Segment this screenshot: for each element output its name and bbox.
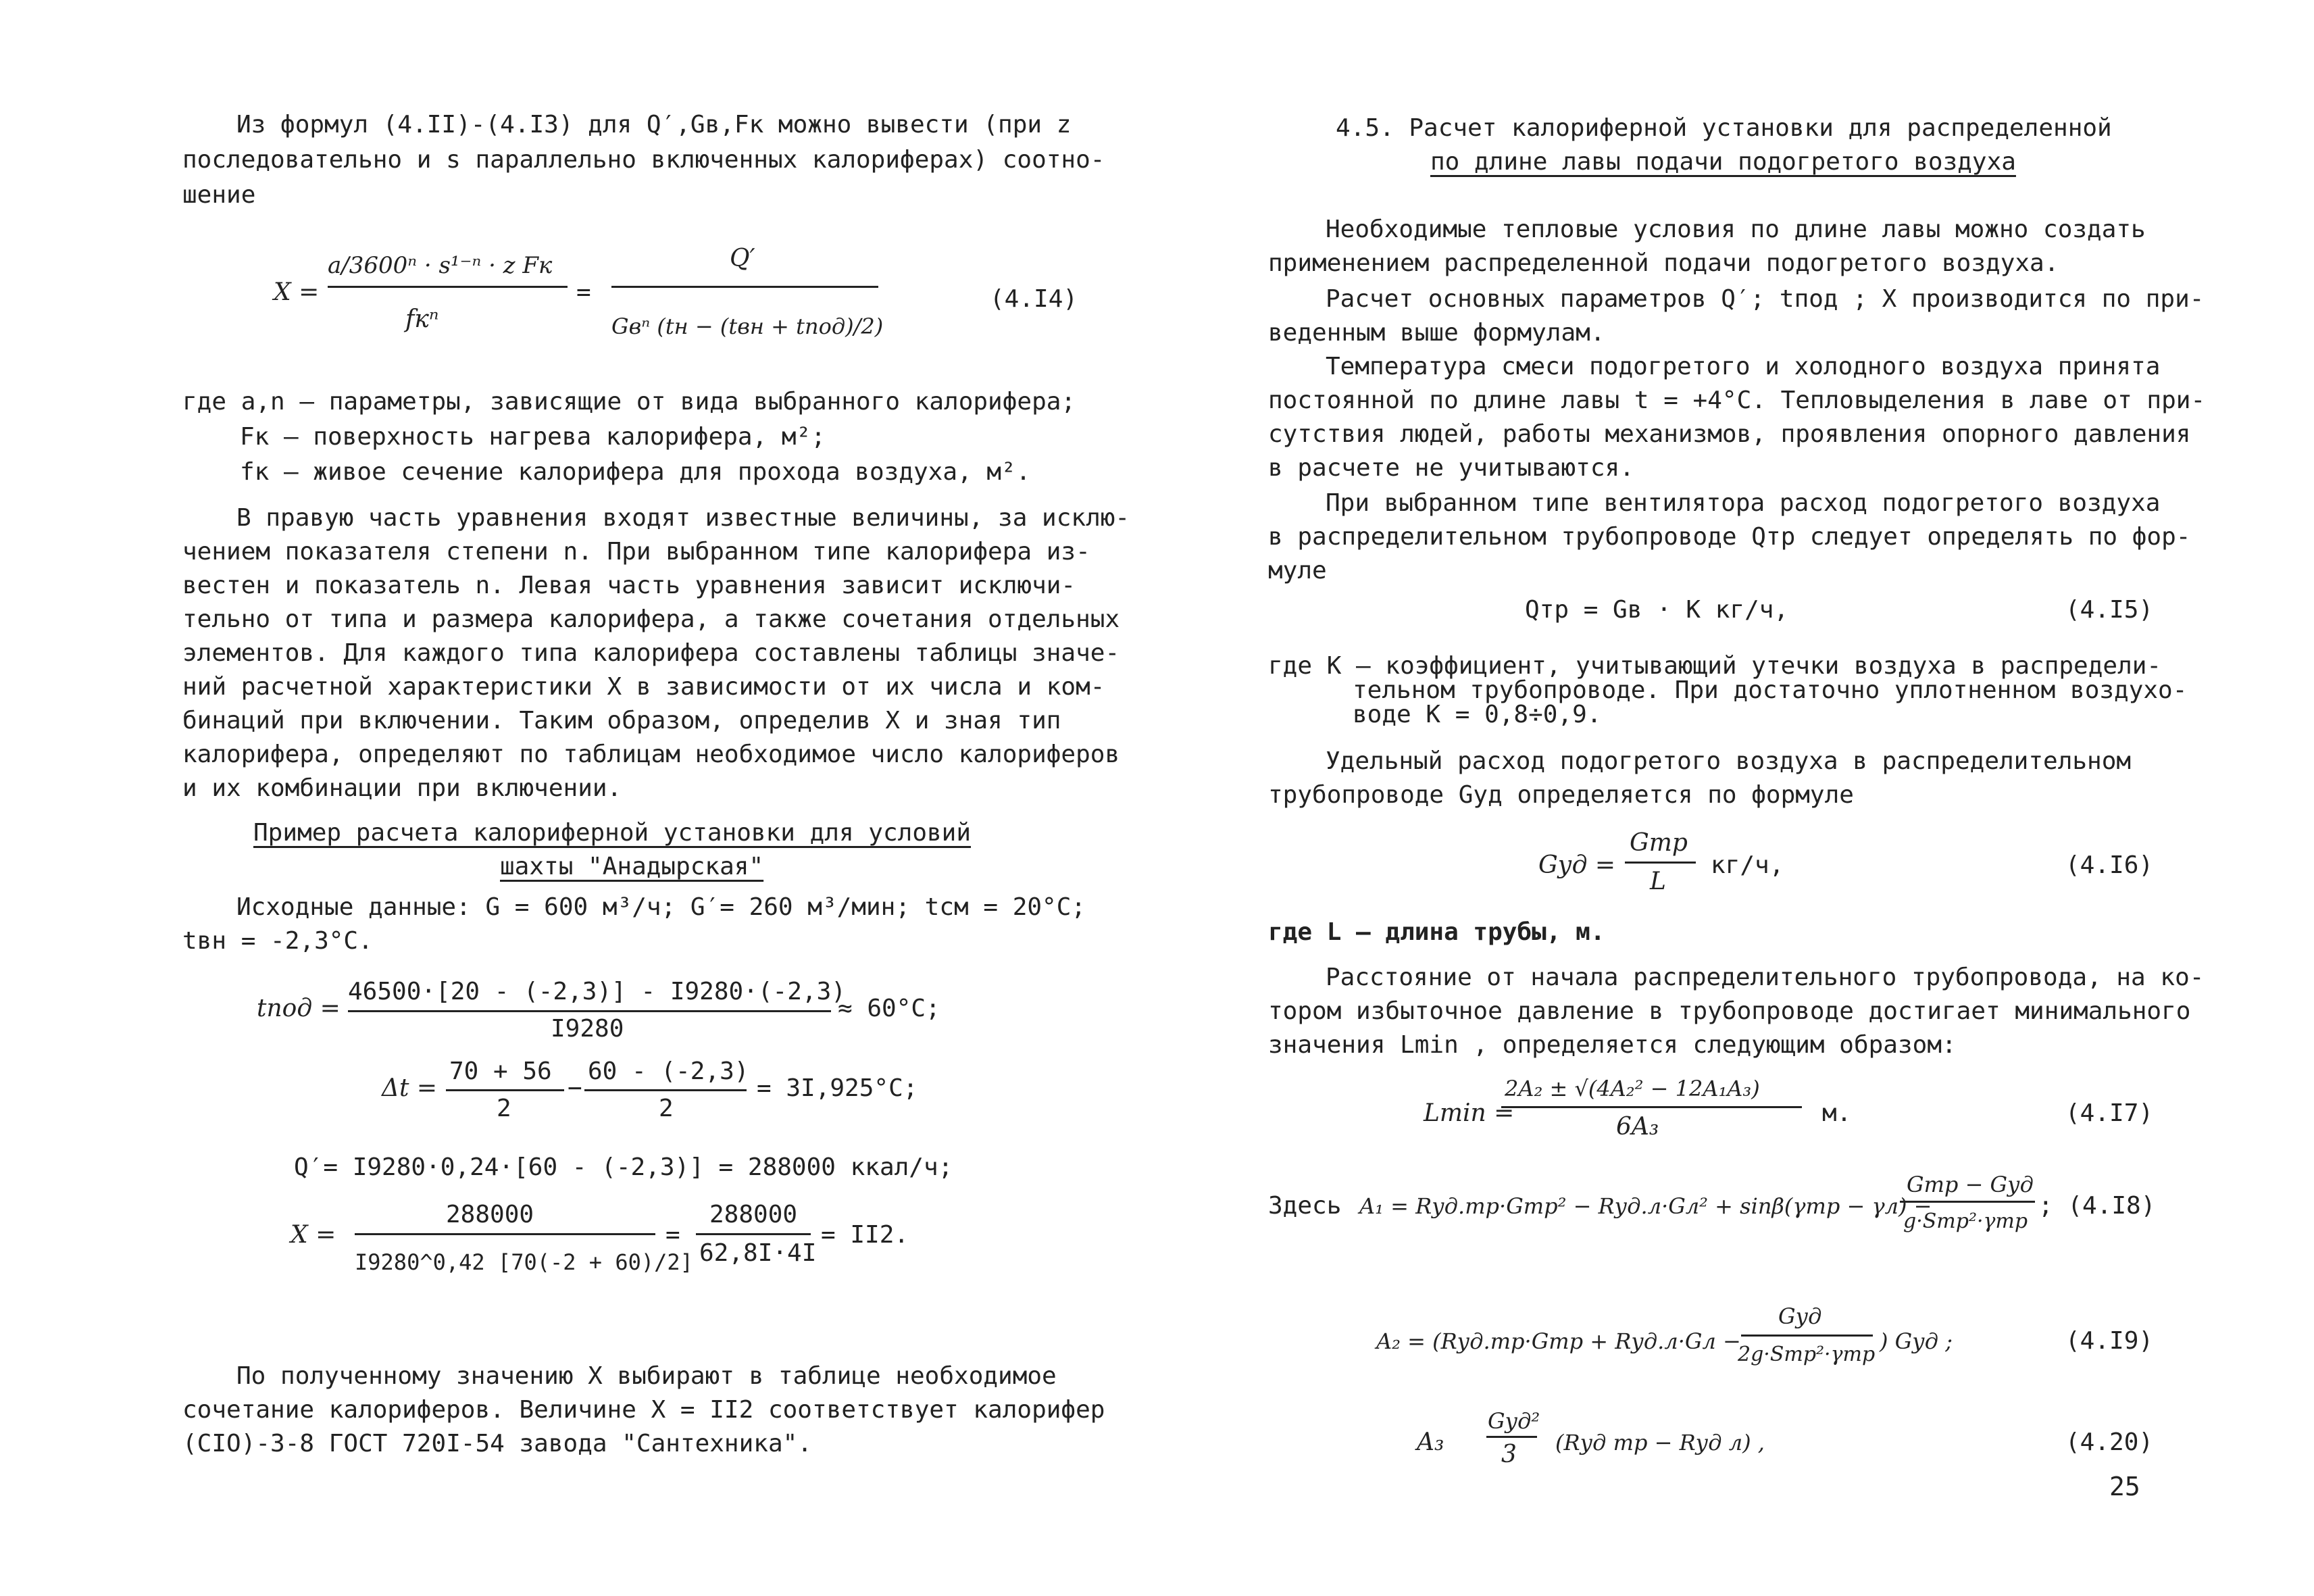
eq-417-bar <box>1501 1106 1802 1108</box>
distance-3: значения Lmin , определяется следующим образом: <box>1268 1031 1957 1059</box>
tpod-bar <box>348 1010 831 1012</box>
dt-lhs: Δt = <box>382 1074 438 1102</box>
input-data-1: Исходные данные: G = 600 м³/ч; G′= 260 м³/мин; tсм = 20°С; <box>236 893 1086 921</box>
eq-420-number: (4.20) <box>2065 1428 2154 1456</box>
eq-417-unit: м. <box>1822 1099 1852 1127</box>
x-bar-2 <box>696 1233 811 1235</box>
dt-bar-2 <box>584 1089 747 1091</box>
eq-415-number: (4.I5) <box>2065 596 2154 624</box>
right-para-1: Необходимые тепловые условия по длине лавы можно создать <box>1326 216 2146 243</box>
eq-417-num: 2A₂ ± √(4A₂² − 12A₁A₃) <box>1505 1076 1760 1101</box>
para-line-8: калорифера, определяют по таблицам необходимое число калориферов <box>182 741 1120 768</box>
where-line-3: fк – живое сечение калорифера для прохода воздуха, м². <box>240 458 1031 486</box>
where-line-1: где a,n – параметры, зависящие от вида выбранного калорифера; <box>182 388 1076 416</box>
right-para-9: При выбранном типе вентилятора расход подогретого воздуха <box>1326 489 2161 517</box>
right-para-5: Температура смеси подогретого и холодного воздуха принята <box>1326 353 2161 380</box>
right-para-4: веденным выше формулам. <box>1268 319 1605 347</box>
tpod-lhs: tпод = <box>257 995 341 1022</box>
eq-418-num: Gтр − Gуд <box>1907 1172 2034 1197</box>
specific-1: Удельный расход подогретого воздуха в распределительном <box>1326 747 2132 775</box>
where-line-2: Fк – поверхность нагрева калорифера, м²; <box>240 423 826 451</box>
para-line-3: вестен и показатель n. Левая часть уравнения зависит исключи- <box>182 572 1076 599</box>
specific-2: трубопроводе Gуд определяется по формуле <box>1268 781 1854 809</box>
example-title-1: Пример расчета калориферной установки для условий <box>253 819 972 847</box>
where-k-1: где K – коэффициент, учитывающий утечки воздуха в распредели- <box>1268 652 2162 680</box>
para-line-5: элементов. Для каждого типа калорифера составлены таблицы значе- <box>182 639 1120 667</box>
eq-419-num: Gуд <box>1778 1303 1822 1329</box>
tpod-numerator: 46500·[20 - (-2,3)] - I9280·(-2,3) <box>348 978 846 1005</box>
eq-416-num: Gтр <box>1630 829 1688 857</box>
distance-1: Расстояние от начала распределительного трубопровода, на ко- <box>1326 964 2205 991</box>
x-result: = II2. <box>821 1221 909 1249</box>
eq-414-numerator: a/3600ⁿ · s¹⁻ⁿ · z Fк <box>328 252 553 279</box>
eq-418-prefix: Здесь <box>1268 1192 1342 1220</box>
eq-417-den: 6A₃ <box>1616 1113 1659 1141</box>
eq-419-number: (4.I9) <box>2065 1327 2154 1355</box>
eq-418-body: A₁ = Rуд.тр·Gтр² − Rуд.л·Gл² + sinβ(γтр − γл) − <box>1359 1193 1932 1219</box>
x-num-1: 288000 <box>446 1201 534 1228</box>
left-page: Из формул (4.II)-(4.I3) для Q′,Gв,Fк можно вывести (при z последовательно и s параллельно включенных калориферах) соотно- шение X = a/3600ⁿ · s¹⁻ⁿ · z Fк fкⁿ = Q′ Gвⁿ (tн − (tвн + tпод)/2) (4.I4) где a,n – параметры, зависящие от вида выбранного калорифера; Fк – поверхность нагрева калорифера, м²; fк – живое сечение калорифера для прохода воздуха, м². В правую часть уравнения входят известные величины, за исклю- чением показателя степени n. При выбранном типе калорифера из- вестен и показатель n. Левая часть уравнения зависит исключи- тельно от типа и размера калорифера, а также сочетания отдельных элементов. Для каждого типа калорифера составлены таблицы значе- ний расчетной характеристики X в зависимости от их числа и ком- бинаций при включении. Таким образом, определив X и зная тип калорифера, определяют по таблицам необходимое число калориферов и их комбинации при включении. Пример расчета калориферной установки для условий шахты "Анадырская" Исходные данные: G = 600 м³/ч; G′= 260 м³/мин; tсм = 20°С; tвн = -2,3°С. tпод = 46500·[20 - (-2,3)] - I9280·(-2,3) I9280 ≈ 60°С; Δt = 70 + 56 2 − 60 - (-2,3) 2 = 3I,925°С; Q′= I9280·0,24·[60 - (-2,3)] = 288000 ккал/ч; X = 288000 I9280^0,42 [70(-2 + 60)/2] = 288000 62,8I·4I = II2. По полученному значению X выбирают в таблице необходимое сочетание калориферов. Величине X = II2 соответствует калорифер (CIO)-3-8 ГОСТ 720I-54 завода "Сантехника". <box>0 0 1157 1596</box>
para-line-2: чением показателя степени n. При выбранном типе калорифера из- <box>182 538 1090 566</box>
eq-416-unit: кг/ч, <box>1711 851 1784 879</box>
para-line-7: бинаций при включении. Таким образом, определив X и зная тип <box>182 707 1061 734</box>
right-para-10: в распределительном трубопроводе Qтр следует определять по фор- <box>1268 523 2191 551</box>
tpod-result: ≈ 60°С; <box>838 995 940 1022</box>
eq-414-rhs-numerator: Q′ <box>730 245 755 272</box>
eq-418-number: ; (4.I8) <box>2038 1192 2156 1220</box>
closing-line-3: (CIO)-3-8 ГОСТ 720I-54 завода "Сантехника". <box>182 1430 812 1457</box>
eq-416-lhs: Gуд = <box>1538 851 1616 879</box>
eq-416-number: (4.I6) <box>2065 851 2154 879</box>
q-line: Q′= I9280·0,24·[60 - (-2,3)] = 288000 ккал/ч; <box>294 1153 953 1181</box>
eq-420-tail: (Rуд тр − Rуд л) , <box>1555 1430 1765 1455</box>
x-den-1: I9280^0,42 [70(-2 + 60)/2] <box>355 1249 693 1275</box>
dt-bar-1 <box>446 1089 564 1091</box>
x-lhs: X = <box>291 1221 336 1249</box>
eq-414-rhs-bar <box>611 286 878 288</box>
eq-417-lhs: Lmin = <box>1424 1099 1515 1127</box>
eq-420-lhs: A₃ <box>1417 1428 1444 1456</box>
eq-420-bar <box>1486 1436 1537 1438</box>
dt-den-2: 2 <box>659 1095 674 1122</box>
eq-415-body: Qтр = Gв · K кг/ч, <box>1525 596 1789 624</box>
eq-414-lhs: X = <box>274 278 320 306</box>
tpod-denominator: I9280 <box>551 1015 624 1043</box>
right-para-7: сутствия людей, работы механизмов, проявления опорного давления <box>1268 420 2191 448</box>
where-k-2: тельном трубопроводе. При достаточно уплотненном воздухо- <box>1353 676 2188 704</box>
input-data-2: tвн = -2,3°С. <box>182 927 373 955</box>
eq-414-denominator: fкⁿ <box>405 305 439 333</box>
para-line-4: тельно от типа и размера калорифера, а также сочетания отдельных <box>182 605 1120 633</box>
distance-2: тором избыточное давление в трубопроводе достигает минимального <box>1268 997 2191 1025</box>
right-page <box>1157 0 2314 1596</box>
eq-414-fraction-bar <box>328 286 568 288</box>
right-para-3: Расчет основных параметров Q′; tпод ; X производится по при- <box>1326 285 2205 313</box>
section-heading-1-text: 4.5. Расчет калориферной установки для распределенной <box>1336 114 2112 142</box>
section-heading-2: по длине лавы подачи подогретого воздуха <box>1430 148 2016 176</box>
eq-419-den: 2g·Sтр²·γтр <box>1738 1343 1876 1366</box>
eq-414-number: (4.I4) <box>990 285 1078 313</box>
eq-419-tail: ) Gуд ; <box>1880 1328 1953 1354</box>
eq-419-bar <box>1741 1335 1873 1337</box>
right-para-11: муле <box>1268 557 1327 584</box>
example-title-2: шахты "Анадырская" <box>500 853 764 880</box>
section-heading-1 <box>1336 111 2112 145</box>
intro-line-3: шение <box>182 181 256 209</box>
eq-416-den: L <box>1650 868 1666 895</box>
page-number: 25 <box>2109 1472 2140 1501</box>
right-para-6: постоянной по длине лавы t = +4°С. Тепловыделения в лаве от при- <box>1268 386 2206 414</box>
eq-418-den: g·Sтр²·γтр <box>1903 1210 2028 1233</box>
intro-line-2: последовательно и s параллельно включенных калориферах) соотно- <box>182 146 1105 174</box>
eq-417-number: (4.I7) <box>2065 1099 2154 1127</box>
x-bar-1 <box>355 1233 655 1235</box>
dt-result: = 3I,925°С; <box>757 1074 918 1102</box>
where-l: где L – длина трубы, м. <box>1268 918 1605 946</box>
closing-line-1: По полученному значению X выбирают в таблице необходимое <box>236 1362 1057 1390</box>
eq-419-body: A₂ = (Rуд.тр·Gтр + Rуд.л·Gл − <box>1376 1328 1741 1354</box>
intro-line-1: Из формул (4.II)-(4.I3) для Q′,Gв,Fк можно вывести (при z <box>236 111 1072 139</box>
eq-420-num: Gуд² <box>1488 1408 1540 1434</box>
para-line-6: ний расчетной характеристики X в зависимости от их числа и ком- <box>182 673 1105 701</box>
right-para-8: в расчете не учитываются. <box>1268 454 1634 482</box>
eq-416-bar <box>1625 862 1696 864</box>
eq-414-rhs-denominator: Gвⁿ (tн − (tвн + tпод)/2) <box>611 314 884 339</box>
dt-num-2: 60 - (-2,3) <box>588 1057 749 1085</box>
para-line-9: и их комбинации при включении. <box>182 774 622 802</box>
eq-420-den: 3 <box>1501 1441 1517 1468</box>
eq-418-bar <box>1900 1201 2035 1203</box>
x-num-2: 288000 <box>709 1201 798 1228</box>
para-line-1: В правую часть уравнения входят известные величины, за исклю- <box>236 504 1130 532</box>
right-para-2: применением распределенной подачи подогретого воздуха. <box>1268 249 2059 277</box>
dt-den-1: 2 <box>497 1095 511 1122</box>
where-k-3: воде K = 0,8÷0,9. <box>1353 701 1602 728</box>
dt-num-1: 70 + 56 <box>449 1057 552 1085</box>
x-den-2: 62,8I·4I <box>699 1239 817 1267</box>
closing-line-2: сочетание калориферов. Величине X = II2 соответствует калорифер <box>182 1396 1105 1424</box>
